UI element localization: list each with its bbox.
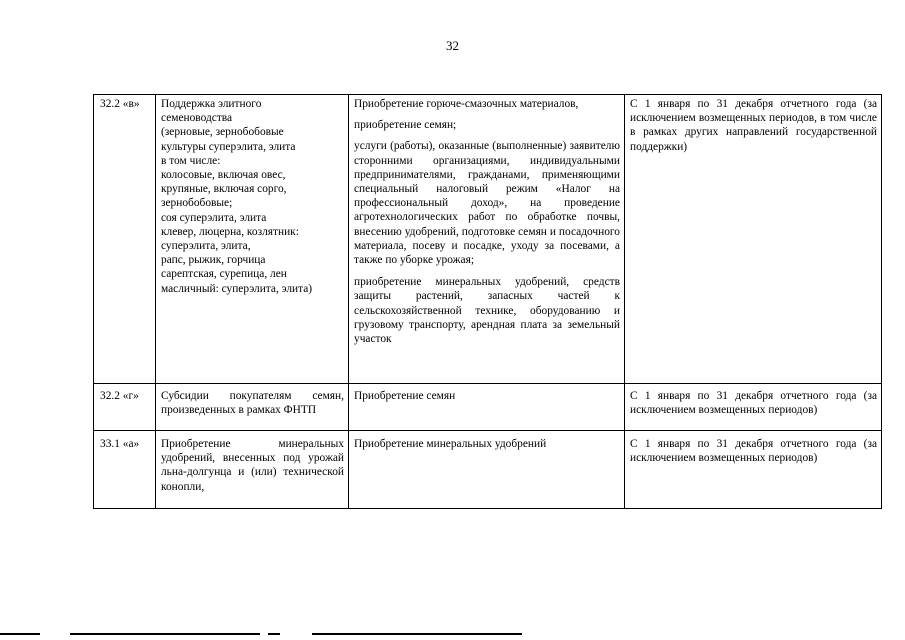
- direction-line: в том числе:: [161, 154, 221, 167]
- direction-line: (зерновые, зернобобовые: [161, 126, 284, 139]
- support-directions-table: [93, 94, 882, 509]
- direction-line: масличный: суперэлита, элита): [161, 282, 313, 295]
- support-direction-cell: Приобретение минеральных удобрений, внесенных под урожай льна-долгунца и (или) технической конопли,: [156, 431, 349, 509]
- page-number: 32: [446, 38, 459, 53]
- bottom-edge-line: [312, 633, 522, 635]
- table-row: [94, 95, 882, 384]
- period-cell: С 1 января по 31 декабря отчетного года (за исключением возмещенных периодов, в том числе в рамках других направлений государственной поддержки): [625, 95, 882, 384]
- period-cell: С 1 января по 31 декабря отчетного года (за исключением возмещенных периодов): [625, 384, 882, 431]
- bottom-edge-line: [268, 633, 280, 635]
- bottom-edge-line: [0, 633, 40, 635]
- cost-item: приобретение семян;: [354, 119, 457, 132]
- costs-cell: [349, 384, 625, 431]
- row-number: 32.2 «г»: [94, 384, 156, 431]
- period-cell: С 1 января по 31 декабря отчетного года (за исключением возмещенных периодов): [625, 431, 882, 509]
- direction-line: сарептская, сурепица, лен: [161, 268, 287, 281]
- costs-cell: [349, 95, 625, 384]
- direction-line: колосовые, включая овес,: [161, 169, 286, 182]
- table-row: [94, 431, 882, 509]
- direction-line: соя суперэлита, элита: [161, 211, 267, 224]
- direction-line: культуры суперэлита, элита: [161, 140, 296, 153]
- support-direction-cell: [156, 95, 349, 384]
- direction-line: Поддержка элитного: [161, 98, 262, 110]
- bottom-edge-line: [70, 633, 260, 635]
- direction-line: зернобобовые;: [161, 197, 233, 210]
- direction-line: клевер, люцерна, козлятник:: [161, 225, 299, 238]
- row-number: 32.2 «в»: [94, 95, 156, 384]
- cost-item: Приобретение минеральных удобрений: [354, 438, 547, 450]
- cost-item: приобретение минеральных удобрений, средств защиты растений, запасных частей к сельскохозяйственной технике, оборудованию и грузовому транспорту, арендная плата за земельный участок: [354, 276, 620, 346]
- cost-item: Приобретение семян: [354, 390, 456, 402]
- direction-line: суперэлита, элита,: [161, 240, 251, 253]
- direction-line: крупяные, включая сорго,: [161, 183, 287, 196]
- row-number: 33.1 «а»: [94, 431, 156, 509]
- table-row: [94, 384, 882, 431]
- direction-line: рапс, рыжик, горчица: [161, 254, 266, 267]
- cost-item: услуги (работы), оказанные (выполненные) заявителю сторонними организациями, индивидуальными предпринимателями, гражданами, применяющими специальный налоговый режим «Налог на профессиональный доход», на проведение агротехнологических работ по обработке почвы, внесению удобрений, подготовке семян и посадочного материала, посеву и посадке, уходу за посевами, а также по уборке урожая;: [354, 140, 620, 267]
- direction-line: семеноводства: [161, 112, 233, 125]
- support-direction-cell: Субсидии покупателям семян, произведенных в рамках ФНТП: [156, 384, 349, 431]
- cost-item: Приобретение горюче-смазочных материалов,: [354, 98, 579, 110]
- costs-cell: [349, 431, 625, 509]
